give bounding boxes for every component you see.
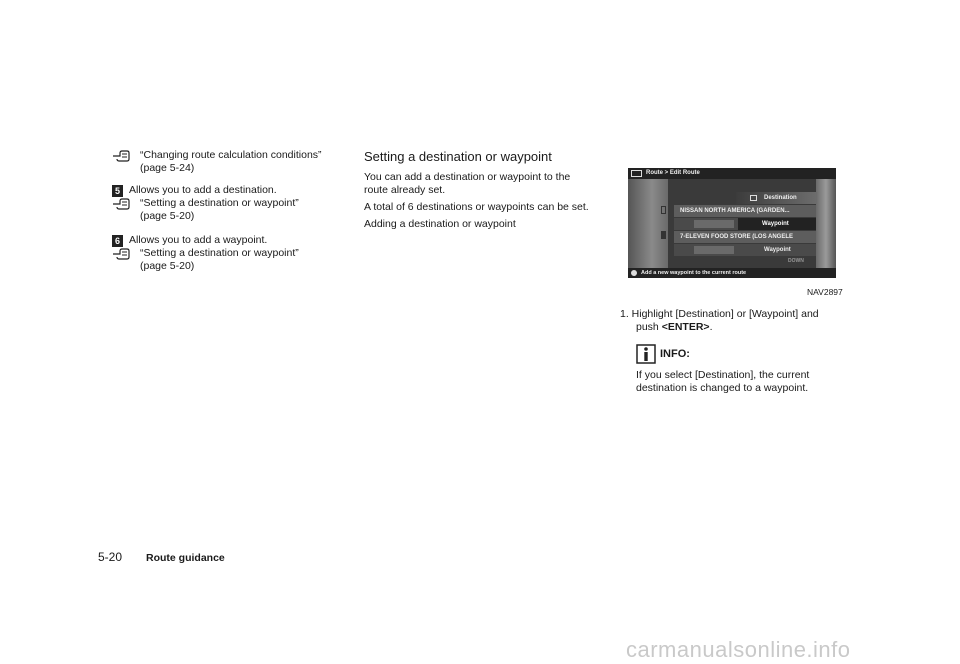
- info-text-line: If you select [Destination], the current: [636, 369, 810, 381]
- waypoint-button-label: Waypoint: [764, 247, 791, 253]
- left-panel: [628, 179, 668, 268]
- step-1-line-2: [636, 321, 712, 335]
- item-number-5: 5: [112, 185, 123, 197]
- paragraph-line: You can add a destination or waypoint to the: [364, 171, 571, 183]
- info-button[interactable]: [694, 220, 734, 228]
- down-button[interactable]: [788, 255, 818, 267]
- step-end: .: [709, 321, 713, 333]
- subheading: Adding a destination or waypoint: [364, 218, 516, 230]
- route-entry-label: NISSAN NORTH AMERICA (GARDEN...: [680, 208, 790, 214]
- navigation-screenshot: [628, 168, 836, 278]
- reference-page: (page 5-24): [140, 162, 195, 174]
- step-text: push: [636, 321, 659, 333]
- reference-page: (page 5-20): [140, 260, 195, 272]
- watermark: carmanualsonline.info: [626, 637, 851, 662]
- destination-button[interactable]: [736, 192, 816, 204]
- route-entry-label: 7-ELEVEN FOOD STORE (LOS ANGELE: [680, 234, 794, 240]
- section-title: Setting a destination or waypoint: [364, 149, 552, 164]
- image-caption: NAV2897: [807, 287, 843, 297]
- paragraph-line: route already set.: [364, 184, 446, 196]
- screen-footer-text: Add a new waypoint to the current route: [641, 270, 747, 276]
- section-name: Route guidance: [146, 552, 225, 564]
- route-entry-1[interactable]: [674, 205, 816, 217]
- info-text-line: destination is changed to a waypoint.: [636, 382, 809, 394]
- flag-icon: [661, 231, 666, 239]
- enter-key: <ENTER>: [661, 321, 710, 333]
- page-number: 5-20: [98, 550, 123, 564]
- item-5-text: Allows you to add a destination.: [129, 184, 277, 196]
- route-icon: [631, 170, 642, 177]
- reference-page: (page 5-20): [140, 210, 195, 222]
- screen-header-text: Route > Edit Route: [646, 170, 700, 176]
- waypoint-button-label: Waypoint: [762, 221, 789, 227]
- pointing-hand-icon: [112, 248, 130, 260]
- plus-flag-icon: [750, 195, 757, 201]
- destination-button-label: Destination: [764, 195, 797, 201]
- down-label: DOWN: [788, 258, 804, 264]
- paragraph: A total of 6 destinations or waypoints can be set.: [364, 201, 589, 213]
- info-label: INFO:: [660, 348, 690, 360]
- pointing-hand-icon: [112, 198, 130, 210]
- right-panel: [816, 179, 836, 268]
- info-icon: [631, 270, 637, 276]
- route-entry-2[interactable]: [674, 231, 816, 243]
- item-number-6: 6: [112, 235, 123, 247]
- screen-footer: [628, 268, 836, 278]
- reference-text: “Setting a destination or waypoint”: [140, 197, 299, 209]
- flag-icon: [661, 206, 666, 214]
- waypoint-row-1: [674, 218, 816, 230]
- info-button[interactable]: [694, 246, 734, 254]
- step-1-line: 1. Highlight [Destination] or [Waypoint] and: [620, 308, 819, 320]
- reference-text: “Changing route calculation conditions”: [140, 149, 322, 161]
- reference-text: “Setting a destination or waypoint”: [140, 247, 299, 259]
- waypoint-button[interactable]: [738, 218, 816, 230]
- info-icon: [636, 344, 656, 364]
- pointing-hand-icon: [112, 150, 130, 162]
- screen-header: [628, 168, 836, 179]
- item-6-text: Allows you to add a waypoint.: [129, 234, 268, 246]
